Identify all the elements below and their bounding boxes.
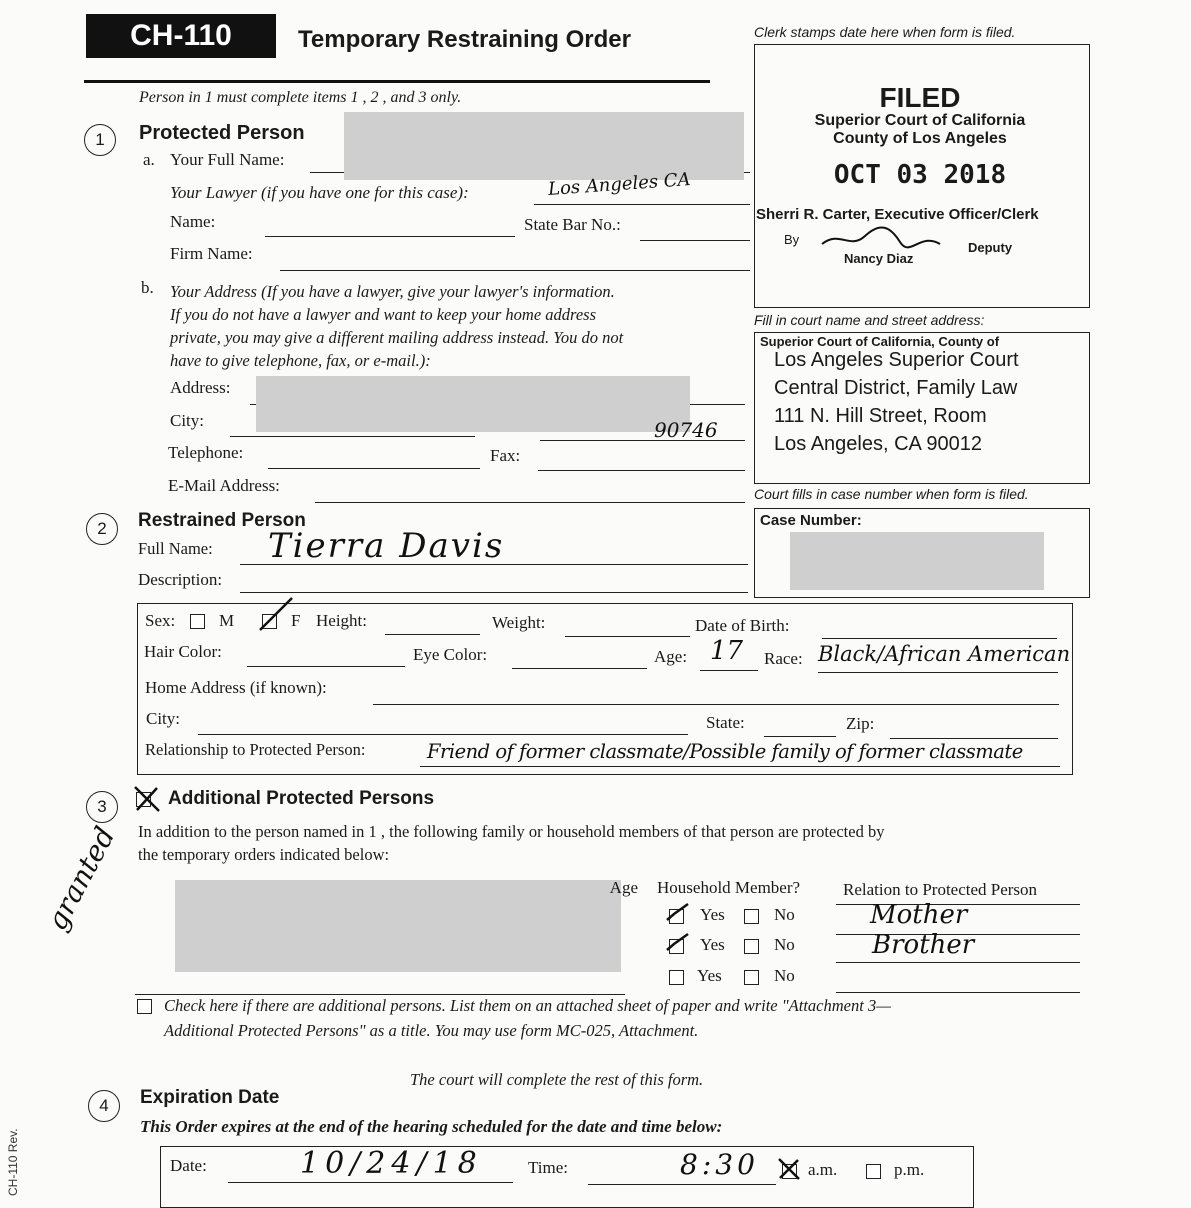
section-4-heading: Expiration Date: [140, 1087, 280, 1108]
zip-label: Zip:: [846, 714, 875, 733]
stamp-clerk: Sherri R. Carter, Executive Officer/Clerk: [756, 206, 1039, 223]
eye-label: Eye Color:: [413, 645, 488, 664]
telephone-line: [268, 468, 480, 469]
section-4-instruction: This Order expires at the end of the hearing scheduled for the date and time below:: [140, 1117, 723, 1136]
address-instruction-4: have to give telephone, fax, or e-mail.):: [170, 351, 431, 370]
side-form-code: CH-110 Rev.: [6, 1128, 20, 1196]
city-line-2: [198, 734, 688, 735]
row3-name-line: [135, 994, 625, 995]
restrained-name-value: Tierra Davis: [268, 526, 505, 566]
full-name-label: Your Full Name:: [170, 150, 285, 169]
form-title: Temporary Restraining Order: [298, 26, 631, 53]
weight-line: [565, 636, 690, 637]
eye-line: [512, 668, 647, 669]
address-instruction-2: If you do not have a lawyer and want to keep your home address: [170, 305, 597, 324]
additional-persons-note-2: Additional Protected Persons" as a title. You may use form MC-025, Attachment.: [164, 1021, 699, 1040]
address-instruction-1: Your Address (If you have a lawyer, give your lawyer's information.: [170, 282, 615, 301]
dob-label: Date of Birth:: [695, 616, 790, 635]
stamp-court-line1: Superior Court of California: [814, 112, 1026, 129]
court-line-1: Los Angeles Superior Court: [774, 349, 1019, 371]
address-redaction: [256, 376, 690, 432]
stamp-court-line2: County of Los Angeles: [833, 130, 1007, 147]
row3-yes-label: Yes: [697, 966, 722, 985]
header-rule: [84, 80, 710, 83]
am-check-mark: [776, 1156, 802, 1187]
row1-no-checkbox[interactable]: [744, 909, 759, 924]
sex-label: Sex:: [145, 611, 176, 630]
height-label: Height:: [316, 611, 367, 630]
time-label: Time:: [528, 1158, 569, 1177]
time-value: 8:30: [680, 1148, 759, 1181]
description-label: Description:: [138, 570, 223, 589]
row3-no-label: No: [774, 966, 795, 985]
lawyer-label: Your Lawyer (if you have one for this case):: [170, 183, 469, 202]
city-label-1: City:: [170, 411, 205, 430]
zip-handwritten: 90746: [654, 418, 718, 442]
hair-line: [247, 666, 405, 667]
case-number-redaction: [790, 532, 1044, 590]
height-line: [385, 634, 480, 635]
city-label-2: City:: [146, 709, 181, 728]
court-line-3: 111 N. Hill Street, Room: [774, 405, 987, 427]
section-2-number: 2: [86, 513, 118, 545]
sex-m-label: M: [219, 611, 235, 630]
sex-f-check-mark: [256, 594, 296, 639]
row2-relation-line: [836, 962, 1080, 963]
form-id-badge: [86, 14, 276, 58]
home-address-line: [373, 704, 1059, 705]
row2-no-checkbox[interactable]: [744, 939, 759, 954]
email-line: [315, 502, 745, 503]
race-value: Black/African American: [818, 642, 1071, 666]
filed-word: FILED: [879, 82, 961, 113]
hair-label: Hair Color:: [144, 642, 222, 661]
age-line: [700, 670, 758, 671]
section-3-heading: Additional Protected Persons: [168, 788, 435, 809]
row2-no-label: No: [774, 935, 795, 954]
court-address-note: Fill in court name and street address:: [754, 312, 985, 328]
col-household: Household Member?: [657, 878, 801, 897]
time-line: [588, 1184, 776, 1185]
zip-line-2: [890, 738, 1058, 739]
section-1-heading: Protected Person: [139, 122, 305, 144]
date-value: 10/24/18: [300, 1146, 483, 1181]
home-address-label: Home Address (if known):: [145, 678, 327, 697]
col-age: Age: [609, 878, 638, 897]
address-label: Address:: [170, 378, 231, 397]
lawyer-line: [534, 204, 750, 205]
deputy-signature: [820, 222, 950, 252]
completion-instruction: Person in 1 must complete items 1 , 2 , and 3 only.: [139, 89, 462, 106]
row1-relation: Mother: [870, 900, 968, 930]
telephone-label: Telephone:: [168, 443, 244, 462]
pm-label: p.m.: [894, 1160, 925, 1179]
filed-stamp: [760, 84, 1080, 190]
section-3-intro-1: In addition to the person named in 1 , the following family or household members of that person are protected by: [138, 822, 885, 841]
row1-no-label: No: [774, 905, 795, 924]
stamp-by: By: [784, 232, 800, 247]
state-line: [764, 736, 836, 737]
court-typed-header: Superior Court of California, County of: [760, 334, 1000, 349]
case-number-label: Case Number:: [760, 512, 862, 529]
address-instructions: [170, 280, 623, 372]
row3-yes-checkbox[interactable]: [669, 970, 684, 985]
row2-yes-label: Yes: [700, 935, 725, 954]
fax-line: [538, 470, 745, 471]
lawyer-handwritten: Los Angeles CA: [547, 169, 692, 200]
state-bar-line: [640, 240, 750, 241]
row2-yes-check-mark: [664, 930, 690, 961]
lawyer-name-line: [265, 236, 515, 237]
sex-m-checkbox[interactable]: [190, 614, 205, 629]
pm-checkbox[interactable]: [866, 1164, 881, 1179]
date-line: [228, 1182, 513, 1183]
firm-name-line: [280, 270, 750, 271]
additional-persons-checkbox[interactable]: [137, 999, 152, 1014]
race-line: [818, 672, 1058, 673]
section-3-check-mark: [132, 784, 162, 819]
row2-relation: Brother: [872, 930, 975, 960]
email-label: E-Mail Address:: [168, 476, 280, 495]
case-number-note: Court fills in case number when form is filed.: [754, 486, 1029, 502]
row1-yes-label: Yes: [700, 905, 725, 924]
item-b-label: b.: [141, 278, 154, 297]
lawyer-name-label: Name:: [170, 212, 216, 231]
am-label: a.m.: [808, 1160, 838, 1179]
restrained-name-label: Full Name:: [138, 539, 213, 558]
section-3-number: 3: [86, 791, 118, 823]
section-3-intro-2: the temporary orders indicated below:: [138, 845, 390, 864]
age-label: Age:: [654, 647, 688, 666]
clerk-stamp-note: Clerk stamps date here when form is filed.: [754, 24, 1016, 40]
additional-persons-note-1: Check here if there are additional persons. List them on an attached sheet of paper and write "Attachment 3—: [164, 996, 891, 1015]
state-bar-label: State Bar No.:: [524, 215, 621, 234]
fax-label: Fax:: [490, 446, 521, 465]
weight-label: Weight:: [492, 613, 546, 632]
protected-persons-redaction: [175, 880, 621, 972]
row3-relation-line: [836, 992, 1080, 993]
city-line-1: [230, 436, 475, 437]
sex-f-label: F: [291, 611, 301, 630]
dob-line: [822, 638, 1057, 639]
court-address-lines: [774, 346, 1019, 458]
form-id: CH-110: [130, 19, 232, 52]
stamp-date: OCT 03 2018: [833, 160, 1007, 190]
row1-yes-check-mark: [664, 900, 690, 931]
court-line-4: Los Angeles, CA 90012: [774, 433, 982, 455]
relationship-value: Friend of former classmate/Possible family of former classmate: [427, 740, 1023, 763]
relationship-label: Relationship to Protected Person:: [145, 740, 366, 759]
item-a-label: a.: [143, 150, 155, 169]
court-line-2: Central District, Family Law: [774, 377, 1018, 399]
race-label: Race:: [764, 649, 803, 668]
firm-name-label: Firm Name:: [170, 244, 253, 263]
description-line: [240, 592, 748, 593]
section-1-number: 1: [84, 124, 116, 156]
granted-margin-note: granted: [40, 821, 122, 936]
age-value: 17: [710, 636, 744, 666]
stamp-deputy: Deputy: [968, 240, 1013, 255]
row3-no-checkbox[interactable]: [744, 970, 759, 985]
address-instruction-3: private, you may give a different mailing address instead. You do not: [170, 328, 624, 347]
stamp-deputy-name: Nancy Diaz: [844, 251, 914, 266]
relationship-line: [420, 766, 1060, 767]
section-2-heading: Restrained Person: [138, 510, 306, 531]
col-relation: Relation to Protected Person: [843, 880, 1038, 899]
state-label: State:: [706, 713, 745, 732]
section-4-number: 4: [88, 1090, 120, 1122]
court-complete-note: The court will complete the rest of this form.: [410, 1070, 704, 1089]
date-label: Date:: [170, 1156, 207, 1175]
